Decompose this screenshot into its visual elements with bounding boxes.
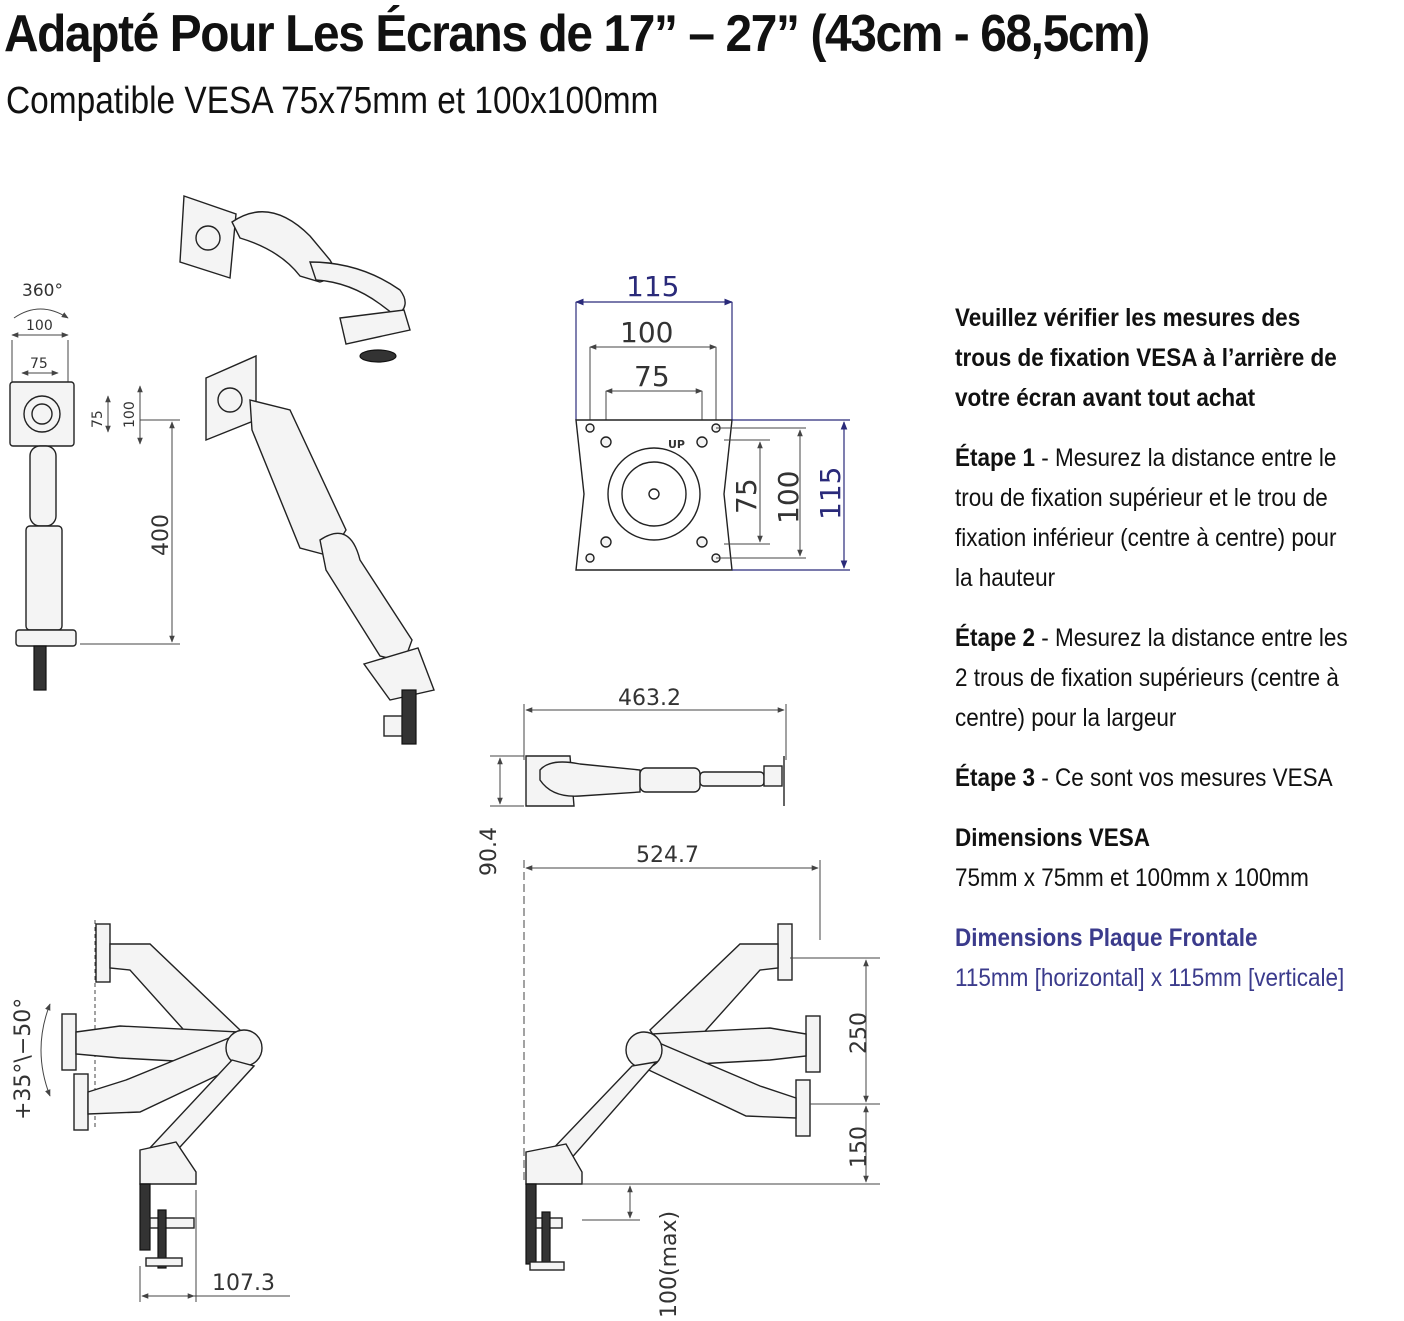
hole <box>697 537 707 547</box>
clamp-handle <box>542 1212 550 1268</box>
plate-top-75-label: 75 <box>634 360 670 393</box>
plate-pos-upper <box>96 924 110 982</box>
step-1-label: Étape 1 <box>955 444 1036 472</box>
clamp-foot <box>146 1258 182 1266</box>
desk-base <box>340 310 410 344</box>
arm-perspective-middle <box>206 356 434 744</box>
rotation-arc <box>14 309 68 318</box>
clamp <box>526 1184 536 1264</box>
height-400-label: 400 <box>149 514 174 556</box>
desk-label: 100(max) <box>657 1210 682 1318</box>
lower-arm <box>320 533 412 662</box>
top-arm <box>540 762 640 796</box>
lower-range-label: 150 <box>847 1126 872 1168</box>
plate-right-100-label: 100 <box>772 470 805 524</box>
top-gas-spring <box>640 768 700 792</box>
upper-range-label: 250 <box>847 1012 872 1054</box>
arm-pole-front <box>26 526 62 630</box>
vesa-dimensions <box>955 818 1356 898</box>
base-front <box>16 630 76 646</box>
top-view <box>477 686 786 876</box>
hole <box>586 554 594 562</box>
plate-top-100-label: 100 <box>620 316 674 349</box>
top-length-label: 463.2 <box>618 686 681 711</box>
height-view <box>524 843 880 1318</box>
top-tilt <box>764 766 782 786</box>
step-3 <box>955 758 1356 798</box>
clamp-front <box>34 646 46 690</box>
reach-label: 524.7 <box>636 843 699 868</box>
side-view <box>10 281 180 690</box>
plate-top-115-label: 115 <box>626 270 680 303</box>
plate-value: 115mm [horizontal] x 115mm [verticale] <box>955 964 1345 992</box>
tilt-view <box>11 920 290 1302</box>
plate-dimensions <box>955 918 1356 998</box>
step-1-text: - Mesurez la distance entre le trou de fixation supérieur et le trou de fixation inférieur (centre à centre) pour la hauteur <box>955 444 1337 592</box>
plate-boss <box>218 388 242 412</box>
plate-boss-inner <box>32 404 52 424</box>
plate-heading: Dimensions Plaque Frontale <box>955 924 1258 952</box>
page-subtitle: Compatible VESA 75x75mm et 100x100mm <box>6 80 659 122</box>
clamp-plate <box>384 716 402 736</box>
plate-pos-middle <box>62 1014 76 1070</box>
width-100-label: 100 <box>26 318 53 334</box>
clamp-screw <box>150 1218 194 1228</box>
hole <box>586 424 594 432</box>
hole <box>601 537 611 547</box>
plate-pos-middle <box>806 1016 820 1072</box>
step-1 <box>955 438 1356 598</box>
tilt-label: +35°\−50° <box>11 997 36 1120</box>
desk-base <box>364 648 434 700</box>
plate-right-115-label: 115 <box>814 466 847 520</box>
rotation-label: 360° <box>22 281 63 301</box>
arm-perspective-top <box>180 196 410 362</box>
plate-pos-lower <box>74 1074 88 1130</box>
step-2-text: - Mesurez la distance entre les 2 trous de fixation supérieurs (centre à centre) pour la largeur <box>955 624 1348 732</box>
clamp <box>402 690 416 744</box>
clamp-foot <box>530 1262 564 1270</box>
plate-view <box>576 270 850 570</box>
vesa-heading: Dimensions VESA <box>955 824 1151 852</box>
info-lead: Veuillez vérifier les mesures des trous de fixation VESA à l’arrière de votre écran avant tout achat <box>955 304 1337 412</box>
up-label: UP <box>668 438 685 451</box>
elbow-joint <box>626 1032 662 1068</box>
step-2-label: Étape 2 <box>955 624 1036 652</box>
info-panel <box>955 298 1356 1018</box>
upper-arm <box>250 400 346 556</box>
hole <box>601 437 611 447</box>
base <box>140 1142 196 1184</box>
plate-center <box>649 489 659 499</box>
tilt-arc <box>41 1004 50 1096</box>
hole <box>697 437 707 447</box>
clamp <box>140 1184 150 1250</box>
step-2 <box>955 618 1356 738</box>
step-3-text: - Ce sont vos mesures VESA <box>1035 764 1333 792</box>
width-75-label: 75 <box>30 356 48 372</box>
vesa-value: 75mm x 75mm et 100mm x 100mm <box>955 864 1309 892</box>
grommet <box>360 350 396 362</box>
height-75-label: 75 <box>90 410 106 428</box>
lower-arm <box>310 262 405 316</box>
arm-upper-front <box>30 446 56 526</box>
plate-pos-lower <box>796 1080 810 1136</box>
plate-right-75-label: 75 <box>730 478 763 514</box>
page-title: Adapté Pour Les Écrans de 17” – 27” (43cm - 68,5cm) <box>4 5 1149 63</box>
clamp-width-label: 107.3 <box>212 1271 275 1296</box>
top-depth-label: 90.4 <box>477 827 502 876</box>
plate-boss <box>196 226 220 250</box>
top-forearm <box>700 772 764 786</box>
plate-pos-upper <box>778 924 792 980</box>
step-3-label: Étape 3 <box>955 764 1036 792</box>
height-100-label: 100 <box>122 401 138 428</box>
